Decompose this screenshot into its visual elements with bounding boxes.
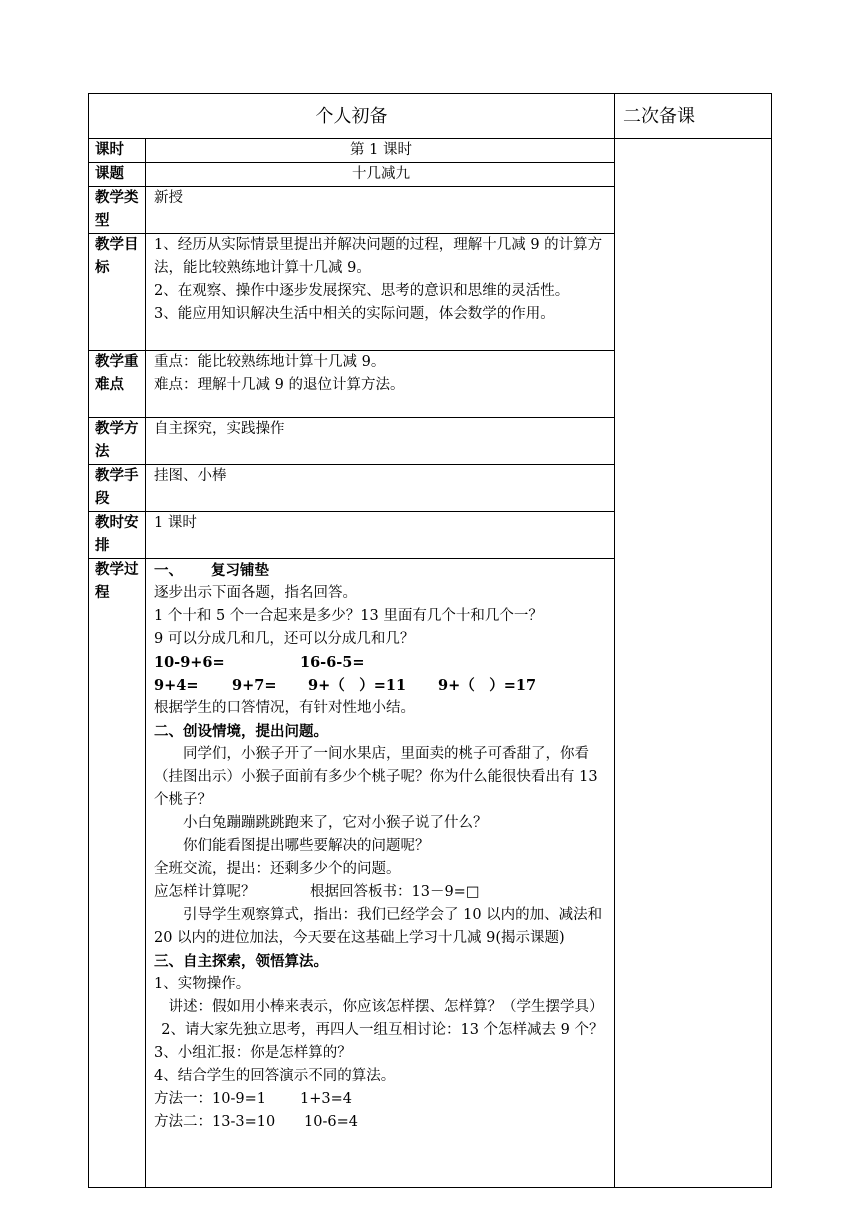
header-second-prep: 二次备课 bbox=[615, 94, 772, 139]
lesson-plan-table bbox=[88, 93, 772, 1188]
process-line: 2、请大家先独立思考，再四人一组互相讨论：13 个怎样减去 9 个？ bbox=[161, 1022, 604, 1038]
second-prep-column bbox=[615, 139, 772, 1188]
process-line: 1 个十和 5 个一合起来是多少？13 里面有几个十和几个一？ bbox=[154, 608, 543, 624]
process-line: 9 可以分成几和几，还可以分成几和几？ bbox=[154, 631, 415, 647]
value-topic: 十几减九 bbox=[146, 163, 615, 187]
key-line: 重点：能比较熟练地计算十几减 9。 bbox=[154, 354, 386, 370]
section-3-title: 三、自主探索，领悟算法。 bbox=[154, 953, 328, 970]
label-key-points: 教学重难点 bbox=[89, 351, 146, 418]
label-teaching-goals: 教学目标 bbox=[89, 234, 146, 351]
process-line: 全班交流，提出：还剩多少个的问题。 bbox=[154, 861, 401, 877]
equation-row-1: 10-9+6= 16-6-5= bbox=[154, 654, 365, 671]
value-teaching-process bbox=[146, 559, 615, 1188]
value-teaching-goals bbox=[146, 234, 615, 351]
process-line: 逐步出示下面各题，指名回答。 bbox=[154, 585, 357, 601]
goal-line: 1、经历从实际情景里提出并解决问题的过程，理解十几减 9 的计算方法，能比较熟练地计算十几减 9。 bbox=[154, 237, 603, 276]
process-line: 1、实物操作。 bbox=[154, 976, 251, 992]
goal-line: 2、在观察、操作中逐步发展探究、思考的意识和思维的灵活性。 bbox=[154, 283, 570, 299]
method-line: 方法一：10-9=1 1+3=4 bbox=[154, 1091, 352, 1107]
goal-line: 3、能应用知识解决生活中相关的实际问题，体会数学的作用。 bbox=[154, 306, 555, 322]
value-teaching-means: 挂图、小棒 bbox=[146, 465, 615, 512]
process-line: 4、结合学生的回答演示不同的算法。 bbox=[154, 1068, 396, 1084]
label-teaching-type: 教学类型 bbox=[89, 187, 146, 234]
label-class-hours: 课时 bbox=[89, 139, 146, 163]
process-line: 根据学生的口答情况，有针对性地小结。 bbox=[154, 700, 415, 716]
value-class-hours: 第 1 课时 bbox=[146, 139, 615, 163]
label-time-arrangement: 教时安排 bbox=[89, 512, 146, 559]
process-line: 引导学生观察算式，指出：我们已经学会了 10 以内的加、减法和 20 以内的进位加法，今天要在这基础上学习十几减 9(揭示课题) bbox=[154, 907, 603, 946]
lesson-plan-page bbox=[88, 93, 771, 1188]
label-teaching-means: 教学手段 bbox=[89, 465, 146, 512]
key-line: 难点：理解十几减 9 的退位计算方法。 bbox=[154, 377, 405, 393]
section-2-title: 二、创设情境，提出问题。 bbox=[154, 723, 328, 740]
value-key-points bbox=[146, 351, 615, 418]
value-time-arrangement: 1 课时 bbox=[146, 512, 615, 559]
value-teaching-method: 自主探究，实践操作 bbox=[146, 418, 615, 465]
method-line: 方法二：13-3=10 10-6=4 bbox=[154, 1114, 358, 1130]
process-line: 应怎样计算呢？ 根据回答板书：13－9=□ bbox=[154, 884, 480, 900]
process-line: 同学们，小猴子开了一间水果店，里面卖的桃子可香甜了，你看（挂图出示）小猴子面前有多少个桃子呢？你为什么能很快看出有 13 个桃子？ bbox=[154, 746, 598, 808]
value-teaching-type: 新授 bbox=[146, 187, 615, 234]
equation-row-2: 9+4= 9+7= 9+（ ）=11 9+（ ）=17 bbox=[154, 677, 537, 694]
label-teaching-process: 教学过程 bbox=[89, 559, 146, 1188]
process-line: 你们能看图提出哪些要解决的问题呢？ bbox=[183, 838, 430, 854]
label-teaching-method: 教学方法 bbox=[89, 418, 146, 465]
process-line: 讲述：假如用小棒来表示，你应该怎样摆、怎样算？（学生摆学具） bbox=[168, 999, 604, 1015]
row-class-hours bbox=[89, 139, 772, 163]
process-line: 3、小组汇报：你是怎样算的？ bbox=[154, 1045, 352, 1061]
header-personal-prep: 个人初备 bbox=[89, 94, 615, 139]
section-1-title: 一、 复习铺垫 bbox=[154, 562, 269, 579]
header-row bbox=[89, 94, 772, 139]
process-line: 小白兔蹦蹦跳跳跑来了，它对小猴子说了什么？ bbox=[183, 815, 488, 831]
label-topic: 课题 bbox=[89, 163, 146, 187]
